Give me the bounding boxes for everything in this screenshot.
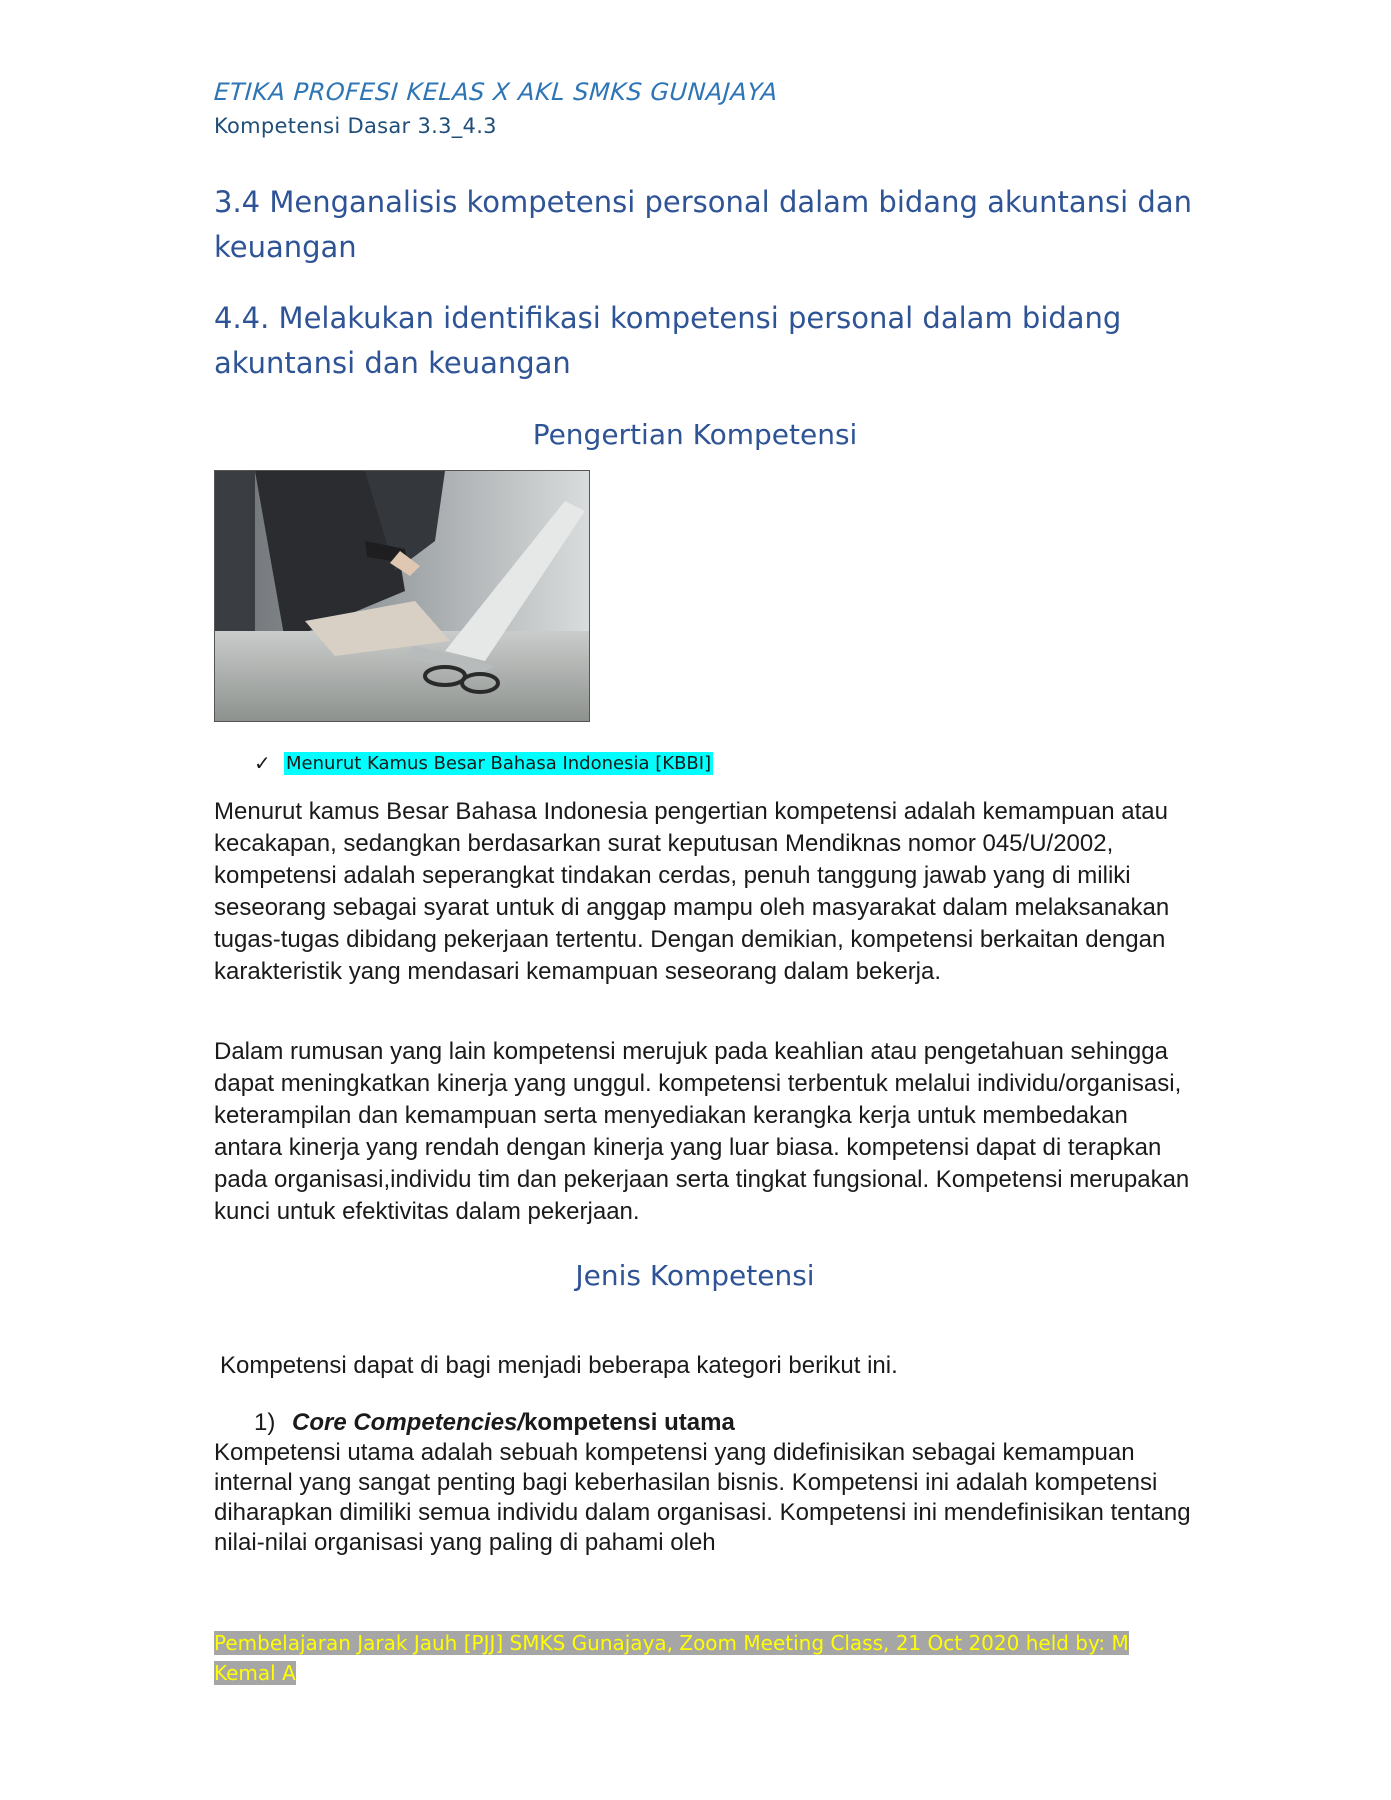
kbbi-label: Menurut Kamus Besar Bahasa Indonesia [KBBI] xyxy=(286,752,712,774)
section-heading-jenis: Jenis Kompetensi xyxy=(575,1259,815,1292)
paragraph-definition: Menurut kamus Besar Bahasa Indonesia pengertian kompetensi adalah kemampuan atau kecakapan, sedangkan berdasarkan surat keputusan Mendiknas nomor 045/U/2002, kompetensi adalah seperangkat tindakan cerdas, penuh tanggung jawab yang di miliki seseorang sebagai syarat untuk di anggap mampu oleh masyarakat dalam melaksanakan tugas-tugas dibidang pekerjaan tertentu. Dengan demikian, kompetensi berkaitan dengan karakteristik yang mendasari kemampuan seseorang dalam bekerja. xyxy=(214,798,1170,985)
list-title-italic: Core Competencies/ xyxy=(292,1409,525,1436)
list-title-bold: kompetensi utama xyxy=(524,1409,735,1436)
objective-4-4: 4.4. Melakukan identifikasi kompetensi personal dalam bidang akuntansi dan keuangan xyxy=(214,301,1122,380)
footer-text: Pembelajaran Jarak Jauh [PJJ] SMKS Gunajaya, Zoom Meeting Class, 21 Oct 2020 held by: M Kemal A xyxy=(214,1631,1129,1685)
header-title: ETIKA PROFESI KELAS X AKL SMKS GUNAJAYA xyxy=(213,78,779,106)
objective-3-4: 3.4 Menganalisis kompetensi personal dalam bidang akuntansi dan keuangan xyxy=(214,185,1192,264)
laptop-photo-icon xyxy=(214,470,590,722)
list-item xyxy=(254,1407,735,1439)
header-subtitle: Kompetensi Dasar 3.3_4.3 xyxy=(214,114,497,138)
section-heading-pengertian: Pengertian Kompetensi xyxy=(532,418,858,451)
paragraph-formulation: Dalam rumusan yang lain kompetensi merujuk pada keahlian atau pengetahuan sehingga dapat meningkatkan kinerja yang unggul. kompetensi terbentuk melalui individu/organisasi, keterampilan dan kemampuan serta menyediakan kerangka kerja untuk membedakan antara kinerja yang rendah dengan kinerja yang luar biasa. kompetensi dapat di terapkan pada organisasi,individu tim dan pekerjaan serta tingkat fungsional. Kompetensi merupakan kunci untuk efektivitas dalam pekerjaan. xyxy=(214,1038,1190,1225)
paragraph-intro: Kompetensi dapat di bagi menjadi beberapa kategori berikut ini. xyxy=(220,1352,898,1379)
list-number: 1) xyxy=(254,1409,276,1436)
kbbi-bullet xyxy=(254,748,713,778)
checkmark-icon: ✓ xyxy=(254,751,271,775)
paragraph-core-competencies: Kompetensi utama adalah sebuah kompetensi yang didefinisikan sebagai kemampuan internal yang sangat penting bagi keberhasilan bisnis. Kompetensi ini adalah kompetensi diharapkan dimiliki semua individu dalam organisasi. Kompetensi ini mendefinisikan tentang nilai-nilai organisasi yang paling di pahami oleh xyxy=(214,1439,1191,1556)
footer-note xyxy=(214,1628,1164,1688)
